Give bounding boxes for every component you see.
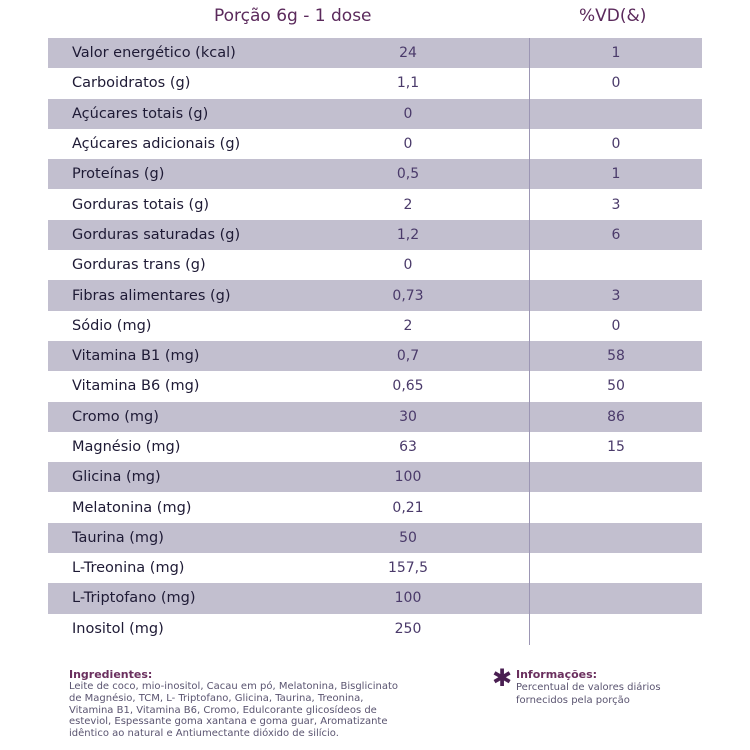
table-row: [48, 583, 702, 613]
nutrient-value: 2: [403, 317, 413, 334]
daily-value: 3: [611, 196, 621, 213]
daily-value: 0: [611, 317, 621, 334]
nutrient-value: 100: [394, 590, 422, 607]
nutrient-name: Açúcares adicionais (g): [72, 136, 241, 153]
daily-value: [556, 553, 676, 583]
nutrient-value: 1,2: [396, 226, 420, 243]
daily-value: [556, 614, 676, 644]
daily-value: [556, 492, 676, 522]
ingredients-line: Leite de coco, mio-inositol, Cacau em pó, Melatonina, Bisglicinato: [69, 681, 399, 692]
daily-value: 50: [607, 378, 625, 395]
column-divider: [529, 38, 530, 645]
nutrient-value: 0,7: [396, 348, 420, 365]
nutrient-name: Açúcares totais (g): [72, 105, 209, 122]
nutrient-value: 1,1: [396, 75, 420, 92]
info-line: fornecidos pela porção: [516, 694, 630, 706]
table-row: [48, 220, 702, 250]
nutrient-value: 24: [399, 45, 417, 62]
daily-value: 58: [607, 348, 625, 365]
daily-value: [556, 523, 676, 553]
table-row: [48, 159, 702, 189]
ingredients-text: [69, 681, 454, 740]
table-row: [48, 462, 702, 492]
nutrient-name: Sódio (mg): [72, 317, 152, 334]
nutrient-value: 0: [403, 136, 413, 153]
daily-value: 1: [611, 166, 621, 183]
nutrient-name: Inositol (mg): [72, 620, 164, 637]
table-row: [48, 311, 702, 341]
ingredients-line: de Magnésio, TCM, L- Triptofano, Glicina, Taurina, Treonina,: [69, 692, 364, 704]
table-row: [48, 341, 702, 371]
nutrient-value: 100: [394, 469, 422, 486]
daily-value: 86: [607, 408, 625, 425]
table-row: [48, 280, 702, 310]
info-line: Percentual de valores diários: [516, 682, 661, 693]
table-row: [48, 68, 702, 98]
nutrient-value: 0,65: [392, 378, 424, 395]
nutrient-name: Vitamina B6 (mg): [72, 378, 200, 395]
nutrition-table: [48, 38, 702, 644]
nutrient-value: 50: [399, 529, 417, 546]
nutrient-value: 0: [403, 105, 413, 122]
table-row: [48, 189, 702, 219]
ingredients-title: Ingredientes:: [69, 668, 153, 681]
nutrient-name: Glicina (mg): [72, 469, 161, 486]
daily-value: 0: [611, 136, 621, 153]
nutrient-name: Magnésio (mg): [72, 439, 181, 455]
ingredients-line: idêntico ao natural e Antiumectante dióxido de silício.: [69, 728, 339, 740]
daily-value: 15: [607, 439, 625, 455]
daily-value-header: %VD(&): [579, 6, 647, 26]
nutrient-name: Gorduras saturadas (g): [72, 226, 241, 243]
nutrient-name: Fibras alimentares (g): [72, 287, 231, 304]
table-row: [48, 38, 702, 68]
info-title: Informações:: [516, 668, 598, 681]
nutrient-name: Valor energético (kcal): [72, 45, 236, 62]
table-row: [48, 129, 702, 159]
nutrient-value: 2: [403, 196, 413, 213]
nutrient-value: 0,21: [392, 499, 424, 516]
table-row: [48, 250, 702, 280]
nutrient-name: L-Triptofano (mg): [72, 590, 196, 607]
nutrient-value: 0: [403, 257, 413, 274]
nutrient-value: 30: [399, 408, 417, 425]
daily-value: 1: [611, 45, 621, 62]
nutrient-value: 250: [394, 620, 422, 637]
daily-value: [556, 99, 676, 129]
table-row: [48, 402, 702, 432]
nutrient-name: Carboidratos (g): [72, 75, 191, 92]
table-row: [48, 99, 702, 129]
nutrient-name: Cromo (mg): [72, 408, 159, 425]
nutrient-name: Gorduras trans (g): [72, 257, 206, 274]
portion-header: Porção 6g - 1 dose: [214, 6, 372, 26]
table-row: [48, 614, 702, 644]
table-row: [48, 371, 702, 401]
daily-value: 0: [611, 75, 621, 92]
asterisk-icon: ✱: [492, 664, 513, 692]
table-row: [48, 523, 702, 553]
nutrient-name: Taurina (mg): [72, 529, 164, 546]
table-row: [48, 492, 702, 522]
nutrient-value: 157,5: [387, 560, 429, 577]
ingredients-block: [69, 668, 454, 740]
nutrient-name: Melatonina (mg): [72, 499, 192, 516]
daily-value: [556, 462, 676, 492]
nutrient-name: Gorduras totais (g): [72, 196, 210, 213]
table-row: [48, 553, 702, 583]
nutrient-name: Proteínas (g): [72, 166, 165, 183]
ingredients-line: esteviol, Espessante goma xantana e goma guar, Aromatizante: [69, 716, 388, 728]
nutrient-name: L-Treonina (mg): [72, 560, 185, 577]
nutrient-name: Vitamina B1 (mg): [72, 348, 200, 365]
ingredients-line: Vitamina B1, Vitamina B6, Cromo, Edulcorante glicosídeos de: [69, 704, 377, 716]
daily-value: 3: [611, 287, 621, 304]
nutrient-value: 0,5: [396, 166, 420, 183]
nutrient-value: 0,73: [392, 287, 424, 304]
daily-value: [556, 583, 676, 613]
daily-value: 6: [611, 226, 621, 243]
info-text: [516, 682, 716, 707]
daily-value: [556, 250, 676, 280]
nutrient-value: 63: [399, 439, 417, 455]
table-row: [48, 432, 702, 462]
